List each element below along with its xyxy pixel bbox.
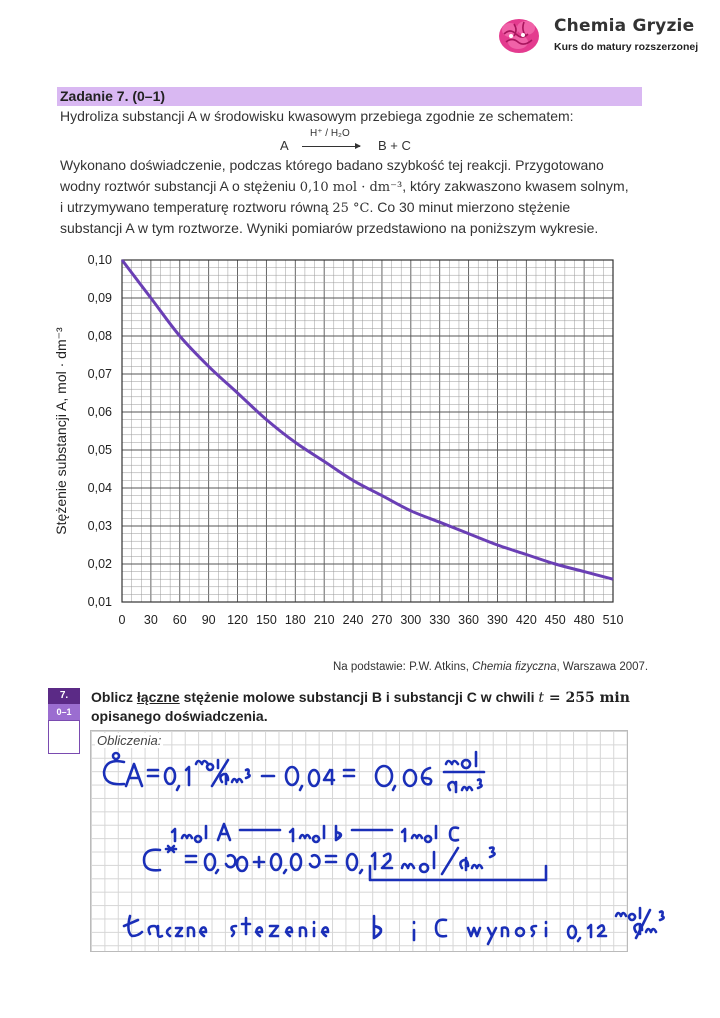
- scheme-condition: H⁺ / H₂O: [310, 128, 350, 139]
- y-tick-label: 0,04: [87, 481, 112, 495]
- source-citation: Na podstawie: P.W. Atkins, Chemia fizyczna, Warszawa 2007.: [333, 661, 649, 673]
- scheme-reactant: A: [280, 138, 289, 153]
- task-intro: Hydroliza substancji A w środowisku kwasowym przebiega zgodnie ze schematem:: [60, 108, 574, 124]
- question-text: Oblicz łączne stężenie molowe substancji B i substancji C w chwili t = 255 min opisanego doświadczenia.: [91, 689, 630, 724]
- x-tick-label: 150: [255, 613, 277, 627]
- x-tick-label: 60: [172, 613, 187, 627]
- x-tick-label: 300: [400, 613, 422, 627]
- question-points: 0–1: [48, 704, 80, 720]
- y-tick-label: 0,09: [87, 291, 112, 305]
- x-tick-label: 210: [313, 613, 335, 627]
- x-tick-label: 360: [458, 613, 480, 627]
- task-title: Zadanie 7. (0–1): [60, 88, 166, 104]
- y-tick-label: 0,10: [87, 253, 112, 267]
- concentration-value: 0,10 mol · dm⁻³: [299, 180, 403, 195]
- y-tick-label: 0,01: [87, 595, 112, 609]
- x-tick-label: 240: [342, 613, 364, 627]
- calculations-label: Obliczenia:: [97, 733, 162, 748]
- task-line-3: i utrzymywano temperaturę roztworu równą 25 °C. Co 30 minut mierzono stężenie: [60, 199, 571, 216]
- x-tick-label: 270: [371, 613, 393, 627]
- y-tick-label: 0,02: [87, 557, 112, 571]
- question-number: 7.: [48, 688, 80, 704]
- x-tick-label: 450: [544, 613, 566, 627]
- temperature-value: 25 °C: [332, 201, 370, 216]
- x-tick-label: 180: [284, 613, 306, 627]
- x-tick-label: 0: [118, 613, 126, 627]
- x-tick-label: 420: [515, 613, 537, 627]
- x-tick-label: 330: [429, 613, 451, 627]
- x-tick-label: 390: [487, 613, 508, 627]
- task-line-1: Wykonano doświadczenie, podczas którego badano szybkość tej reakcji. Przygotowano: [60, 157, 604, 173]
- y-tick-label: 0,03: [87, 519, 112, 533]
- x-tick-label: 510: [602, 613, 624, 627]
- brand-tagline: Kurs do matury rozszerzonej: [554, 41, 699, 53]
- task-line-2: wodny roztwór substancji A o stężeniu 0,10 mol · dm⁻³, który zakwaszono kwasem solnym,: [60, 178, 629, 195]
- x-tick-label: 90: [201, 613, 216, 627]
- x-tick-label: 480: [573, 613, 595, 627]
- y-tick-label: 0,07: [87, 367, 112, 381]
- x-tick-label: 30: [143, 613, 158, 627]
- x-tick-label: 120: [227, 613, 248, 627]
- y-axis-label: Stężenie substancji A, mol · dm⁻³: [53, 327, 69, 535]
- brand-name: Chemia Gryzie: [554, 16, 695, 36]
- scheme-products: B + C: [378, 138, 411, 153]
- y-tick-label: 0,05: [87, 443, 112, 457]
- y-tick-label: 0,06: [87, 405, 112, 419]
- task-line-4: substancji A w tym roztworze. Wyniki pomiarów przedstawiono na poniższym wykresie.: [60, 220, 599, 236]
- y-tick-label: 0,08: [87, 329, 112, 343]
